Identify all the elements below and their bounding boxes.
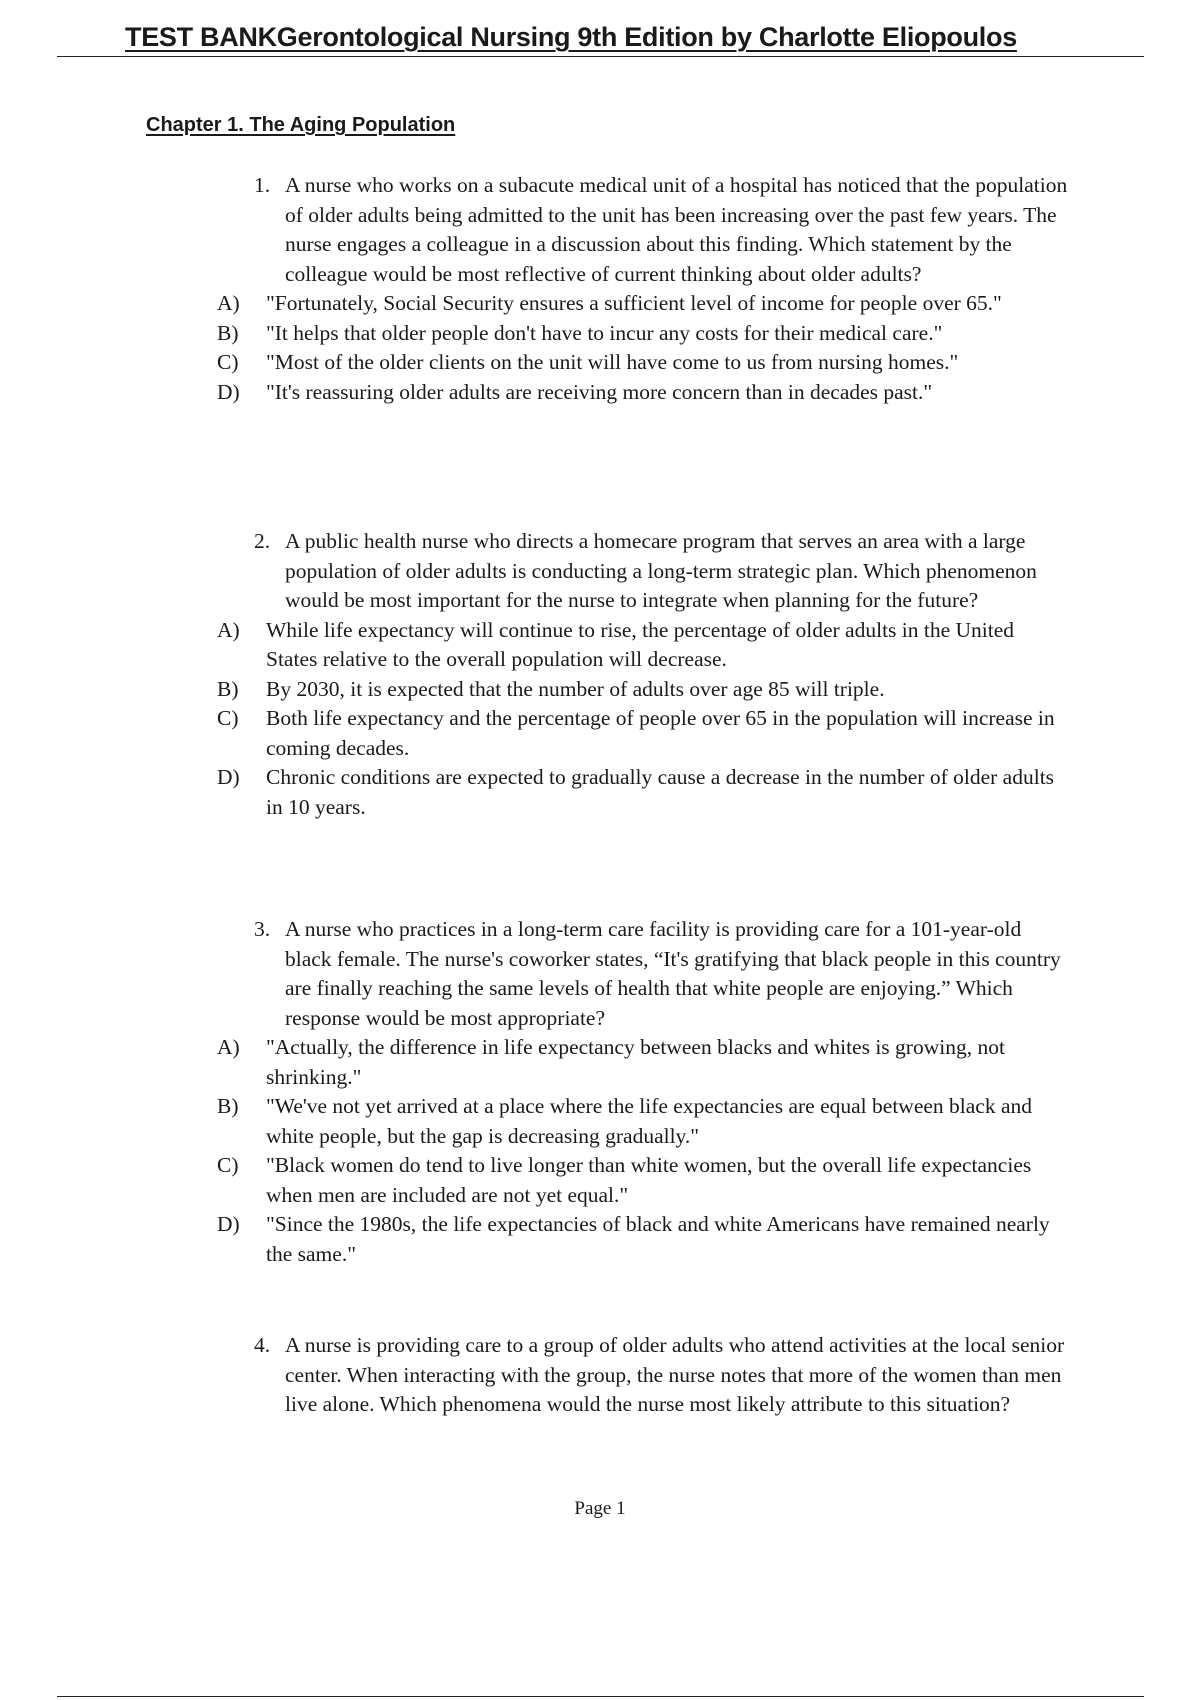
question-3 bbox=[0, 915, 1200, 1269]
question-stem bbox=[0, 527, 1070, 616]
question-number: 1. bbox=[254, 173, 271, 197]
document-header-title: TEST BANKGerontological Nursing 9th Edition by Charlotte Eliopoulos bbox=[125, 22, 1017, 52]
question-stem bbox=[0, 915, 1070, 1033]
option-text: "We've not yet arrived at a place where the life expectancies are equal between black and white people, but the gap is decreasing gradually." bbox=[266, 1094, 1033, 1148]
question-2 bbox=[0, 527, 1200, 822]
question-1 bbox=[0, 171, 1200, 407]
option-text: "Fortunately, Social Security ensures a sufficient level of income for people over 65." bbox=[266, 291, 1002, 315]
option-letter: A) bbox=[217, 617, 240, 642]
option-letter: C) bbox=[217, 1153, 239, 1177]
question-text: A nurse is providing care to a group of older adults who attend activities at the local senior center. When interacting with the group, the nurse notes that more of the women than men live alone. Which phenomena would the nurse most likely attribute to this situation? bbox=[285, 1333, 1065, 1416]
answer-option-d bbox=[0, 763, 1066, 822]
option-text: "Most of the older clients on the unit will have come to us from nursing homes." bbox=[266, 350, 959, 374]
option-text: "Black women do tend to live longer than white women, but the overall life expectancies when men are included are not yet equal." bbox=[266, 1153, 1032, 1207]
option-letter: D) bbox=[217, 765, 240, 789]
answer-option-a bbox=[0, 289, 1066, 319]
option-text: "Since the 1980s, the life expectancies of black and white Americans have remained nearly the same." bbox=[266, 1212, 1050, 1266]
option-letter: A) bbox=[217, 1035, 240, 1059]
option-letter: D) bbox=[217, 379, 240, 404]
answer-option-b bbox=[0, 675, 1066, 705]
option-text: "It helps that older people don't have to incur any costs for their medical care." bbox=[266, 320, 943, 345]
option-text: "It's reassuring older adults are receiving more concern than in decades past." bbox=[266, 379, 933, 404]
option-text: "Actually, the difference in life expectancy between blacks and whites is growing, not shrinking." bbox=[266, 1035, 1005, 1089]
question-4 bbox=[0, 1331, 1200, 1420]
option-text: By 2030, it is expected that the number of adults over age 85 will triple. bbox=[266, 676, 885, 701]
option-text: Both life expectancy and the percentage of people over 65 in the population will increase in coming decades. bbox=[266, 706, 1055, 760]
question-text: A public health nurse who directs a homecare program that serves an area with a large population of older adults is conducting a long-term strategic plan. Which phenomenon would be most important for the nurse to integrate when planning for the future? bbox=[285, 529, 1037, 612]
answer-option-c bbox=[0, 1151, 1066, 1210]
footer-divider bbox=[57, 1696, 1144, 1697]
option-letter: B) bbox=[217, 676, 239, 701]
option-letter: A) bbox=[217, 291, 240, 315]
answer-option-b bbox=[0, 319, 1066, 349]
answer-option-a bbox=[0, 1033, 1066, 1092]
question-text: A nurse who practices in a long-term care facility is providing care for a 101-year-old black female. The nurse's coworker states, “It's gratifying that black people in this country are finally reaching the same levels of health that white people are enjoying.” Which response would be most appropriate? bbox=[285, 917, 1061, 1030]
answer-option-c bbox=[0, 348, 1066, 378]
answer-option-b bbox=[0, 1092, 1066, 1151]
option-letter: D) bbox=[217, 1212, 240, 1236]
answer-option-a bbox=[0, 616, 1066, 675]
option-letter: B) bbox=[217, 320, 239, 345]
chapter-title: Chapter 1. The Aging Population bbox=[146, 114, 456, 136]
answer-option-d bbox=[0, 1210, 1066, 1269]
option-text: While life expectancy will continue to rise, the percentage of older adults in the United States relative to the overall population will decrease. bbox=[266, 617, 1015, 671]
question-stem bbox=[0, 171, 1070, 289]
question-number: 4. bbox=[254, 1333, 271, 1357]
page-number: Page 1 bbox=[574, 1498, 626, 1519]
header-divider bbox=[57, 56, 1144, 57]
question-stem bbox=[0, 1331, 1070, 1420]
option-letter: B) bbox=[217, 1094, 239, 1118]
option-text: Chronic conditions are expected to gradually cause a decrease in the number of older adults in 10 years. bbox=[266, 765, 1055, 819]
question-text: A nurse who works on a subacute medical unit of a hospital has noticed that the population of older adults being admitted to the unit has been increasing over the past few years. The nurse engages a colleague in a discussion about this finding. Which statement by the colleague would be most reflective of current thinking about older adults? bbox=[285, 173, 1068, 286]
question-number: 2. bbox=[254, 529, 271, 553]
answer-option-d bbox=[0, 378, 1066, 408]
option-letter: C) bbox=[217, 350, 239, 374]
answer-option-c bbox=[0, 704, 1066, 763]
question-number: 3. bbox=[254, 917, 271, 941]
option-letter: C) bbox=[217, 706, 239, 730]
